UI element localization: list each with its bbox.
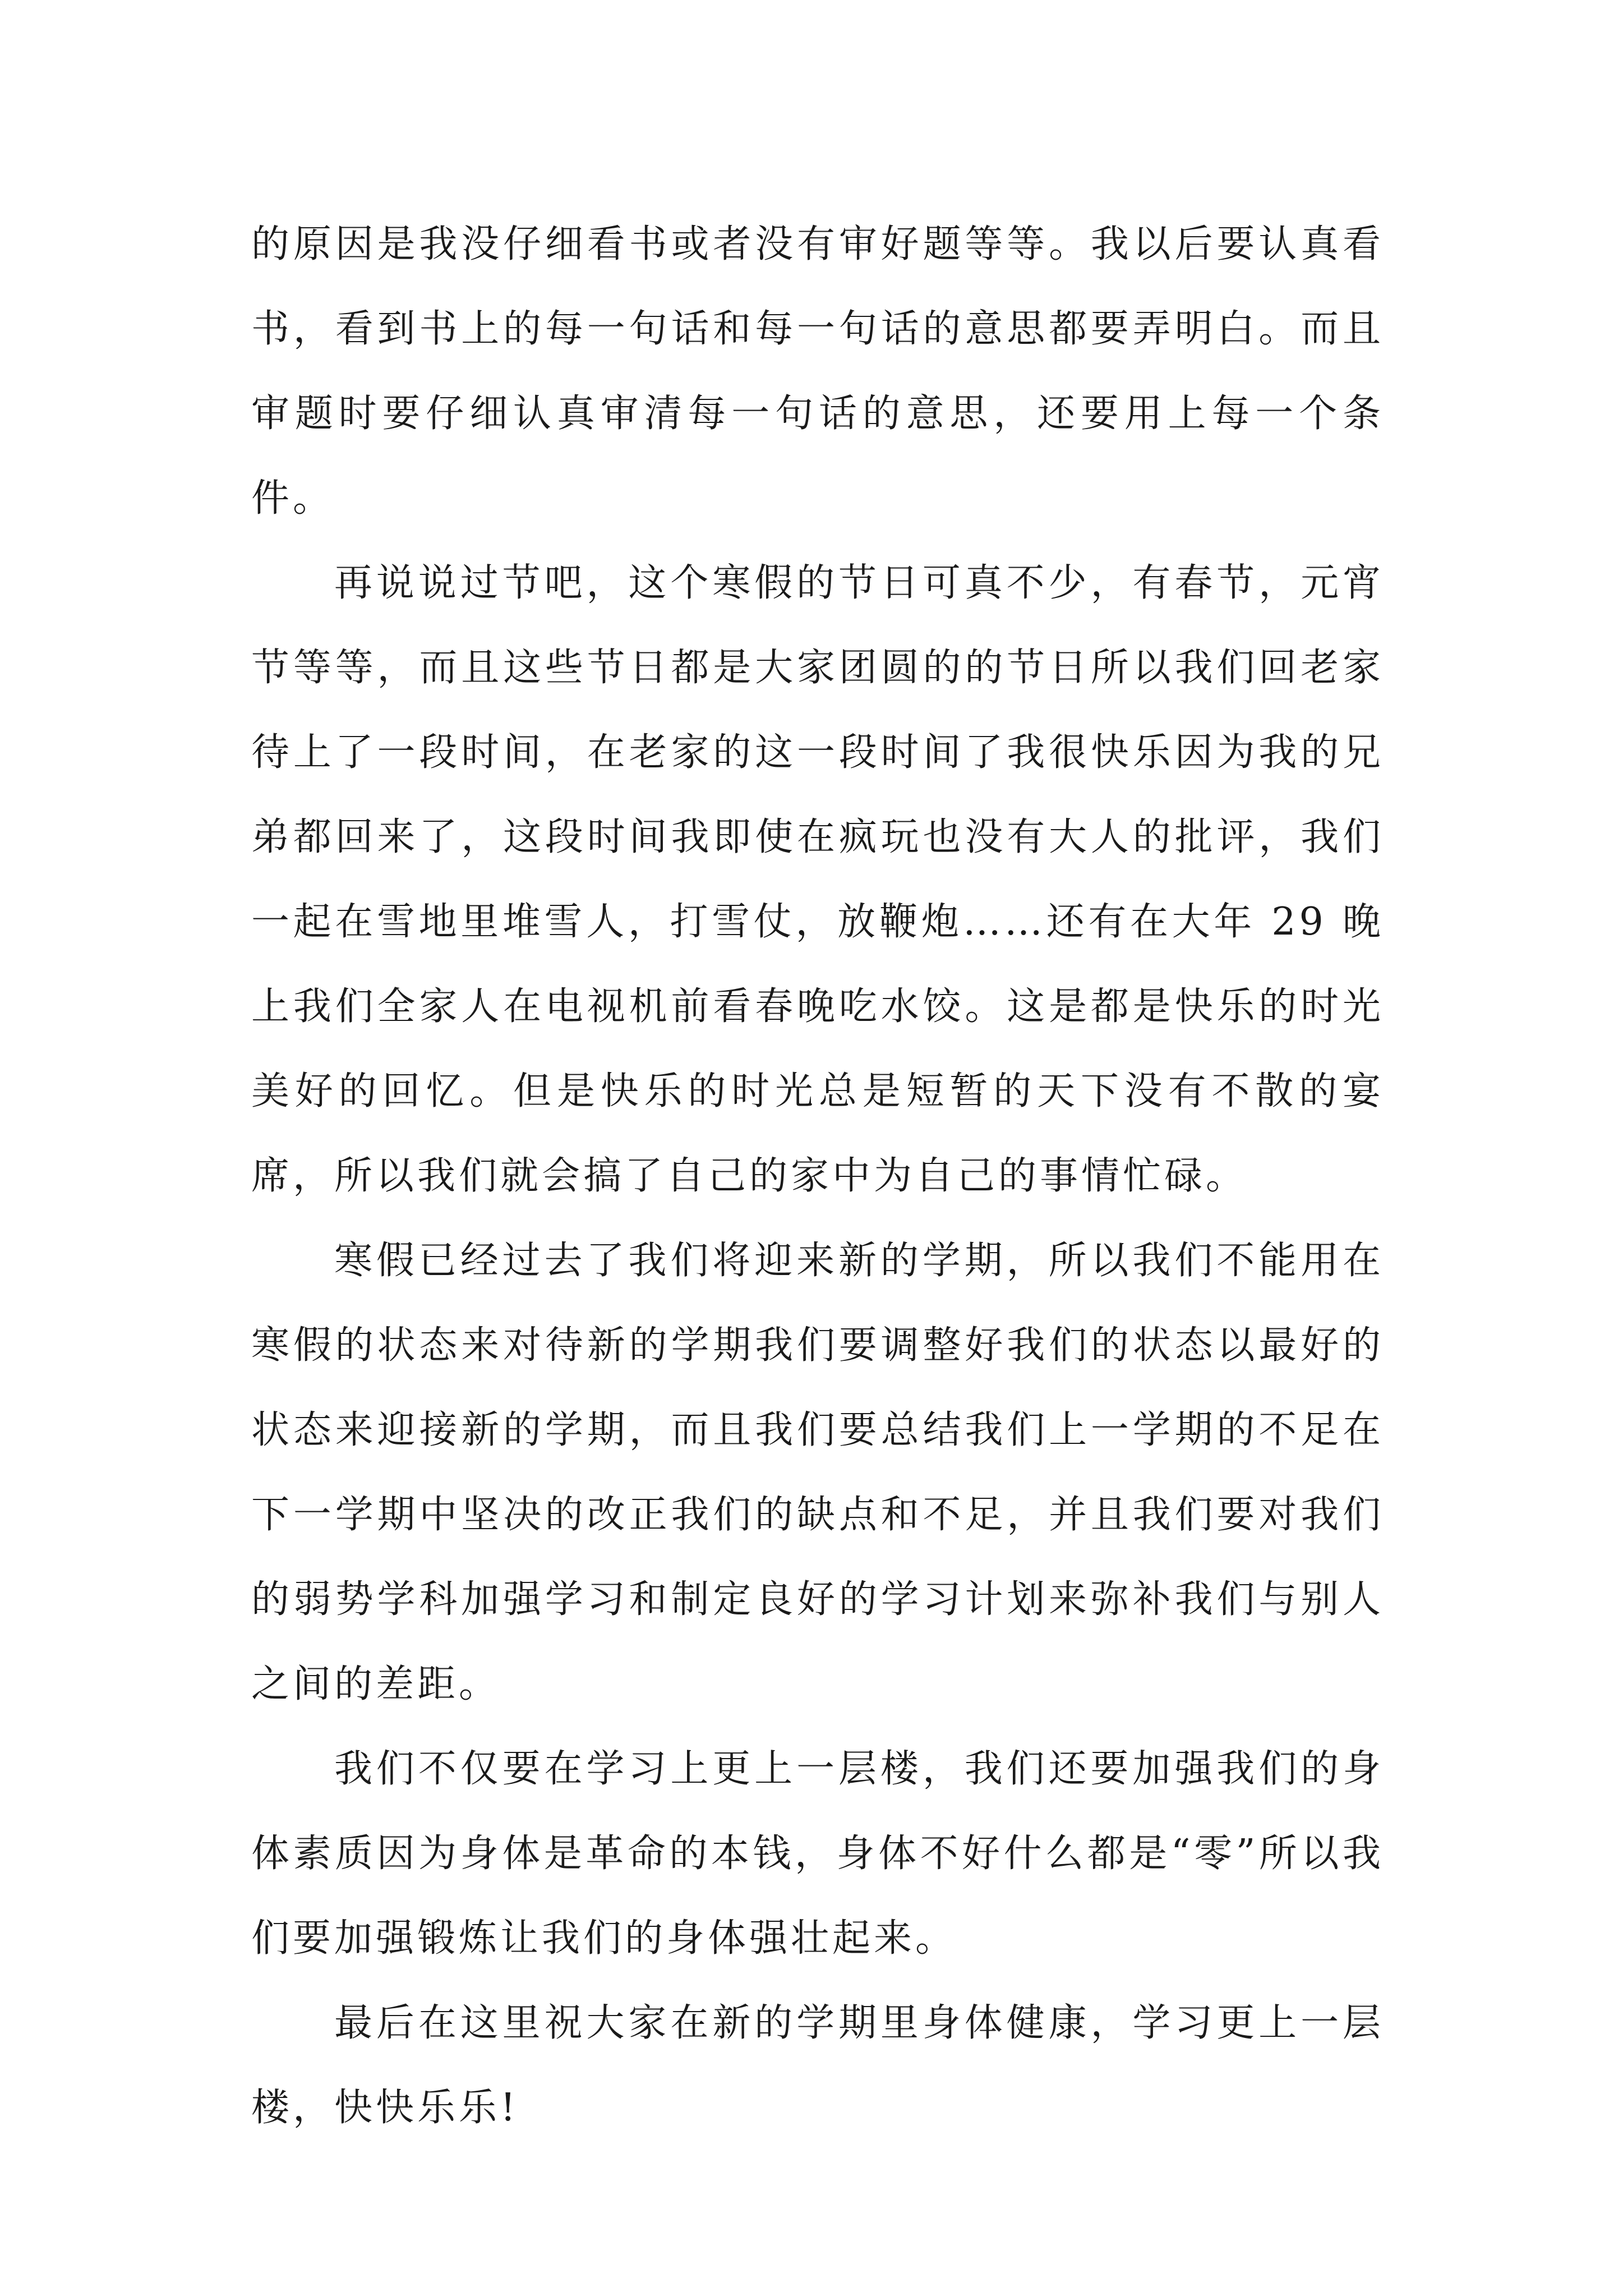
paragraph-3: 寒假已经过去了我们将迎来新的学期，所以我们不能用在寒假的状态来对待新的学期我们要调整好我们的状态以最好的状态来迎接新的学期，而且我们要总结我们上一学期的不足在下一学期中坚决的改正我们的缺点和不足，并且我们要对我们的弱势学科加强学习和制定良好的学习计划来弥补我们与别人之间的差距。: [251, 1239, 1384, 1706]
paragraph-5: 最后在这里祝大家在新的学期里身体健康，学习更上一层楼，快快乐乐!: [251, 2001, 1384, 2130]
paragraph-4: 我们不仅要在学习上更上一层楼，我们还要加强我们的身体素质因为身体是革命的本钱，身体不好什么都是“零”所以我们要加强锻炼让我们的身体强壮起来。: [251, 1747, 1384, 1961]
document-body: [251, 202, 1384, 2150]
paragraph-2: 再说说过节吧，这个寒假的节日可真不少，有春节，元宵节等等，而且这些节日都是大家团圆的的节日所以我们回老家待上了一段时间，在老家的这一段时间了我很快乐因为我的兄弟都回来了，这段时间我即使在疯玩也没有大人的批评，我们一起在雪地里堆雪人，打雪仗，放鞭炮……还有在大年 29 晚上我们全家人在电视机前看春晚吃水饺。这是都是快乐的时光美好的回忆。但是快乐的时光总是短暂的天下没有不散的宴席，所以我们就会搞了自己的家中为自己的事情忙碌。: [251, 561, 1384, 1198]
paragraph-1: 的原因是我没仔细看书或者没有审好题等等。我以后要认真看书，看到书上的每一句话和每一句话的意思都要弄明白。而且审题时要仔细认真审清每一句话的意思，还要用上每一个条件。: [251, 222, 1384, 521]
